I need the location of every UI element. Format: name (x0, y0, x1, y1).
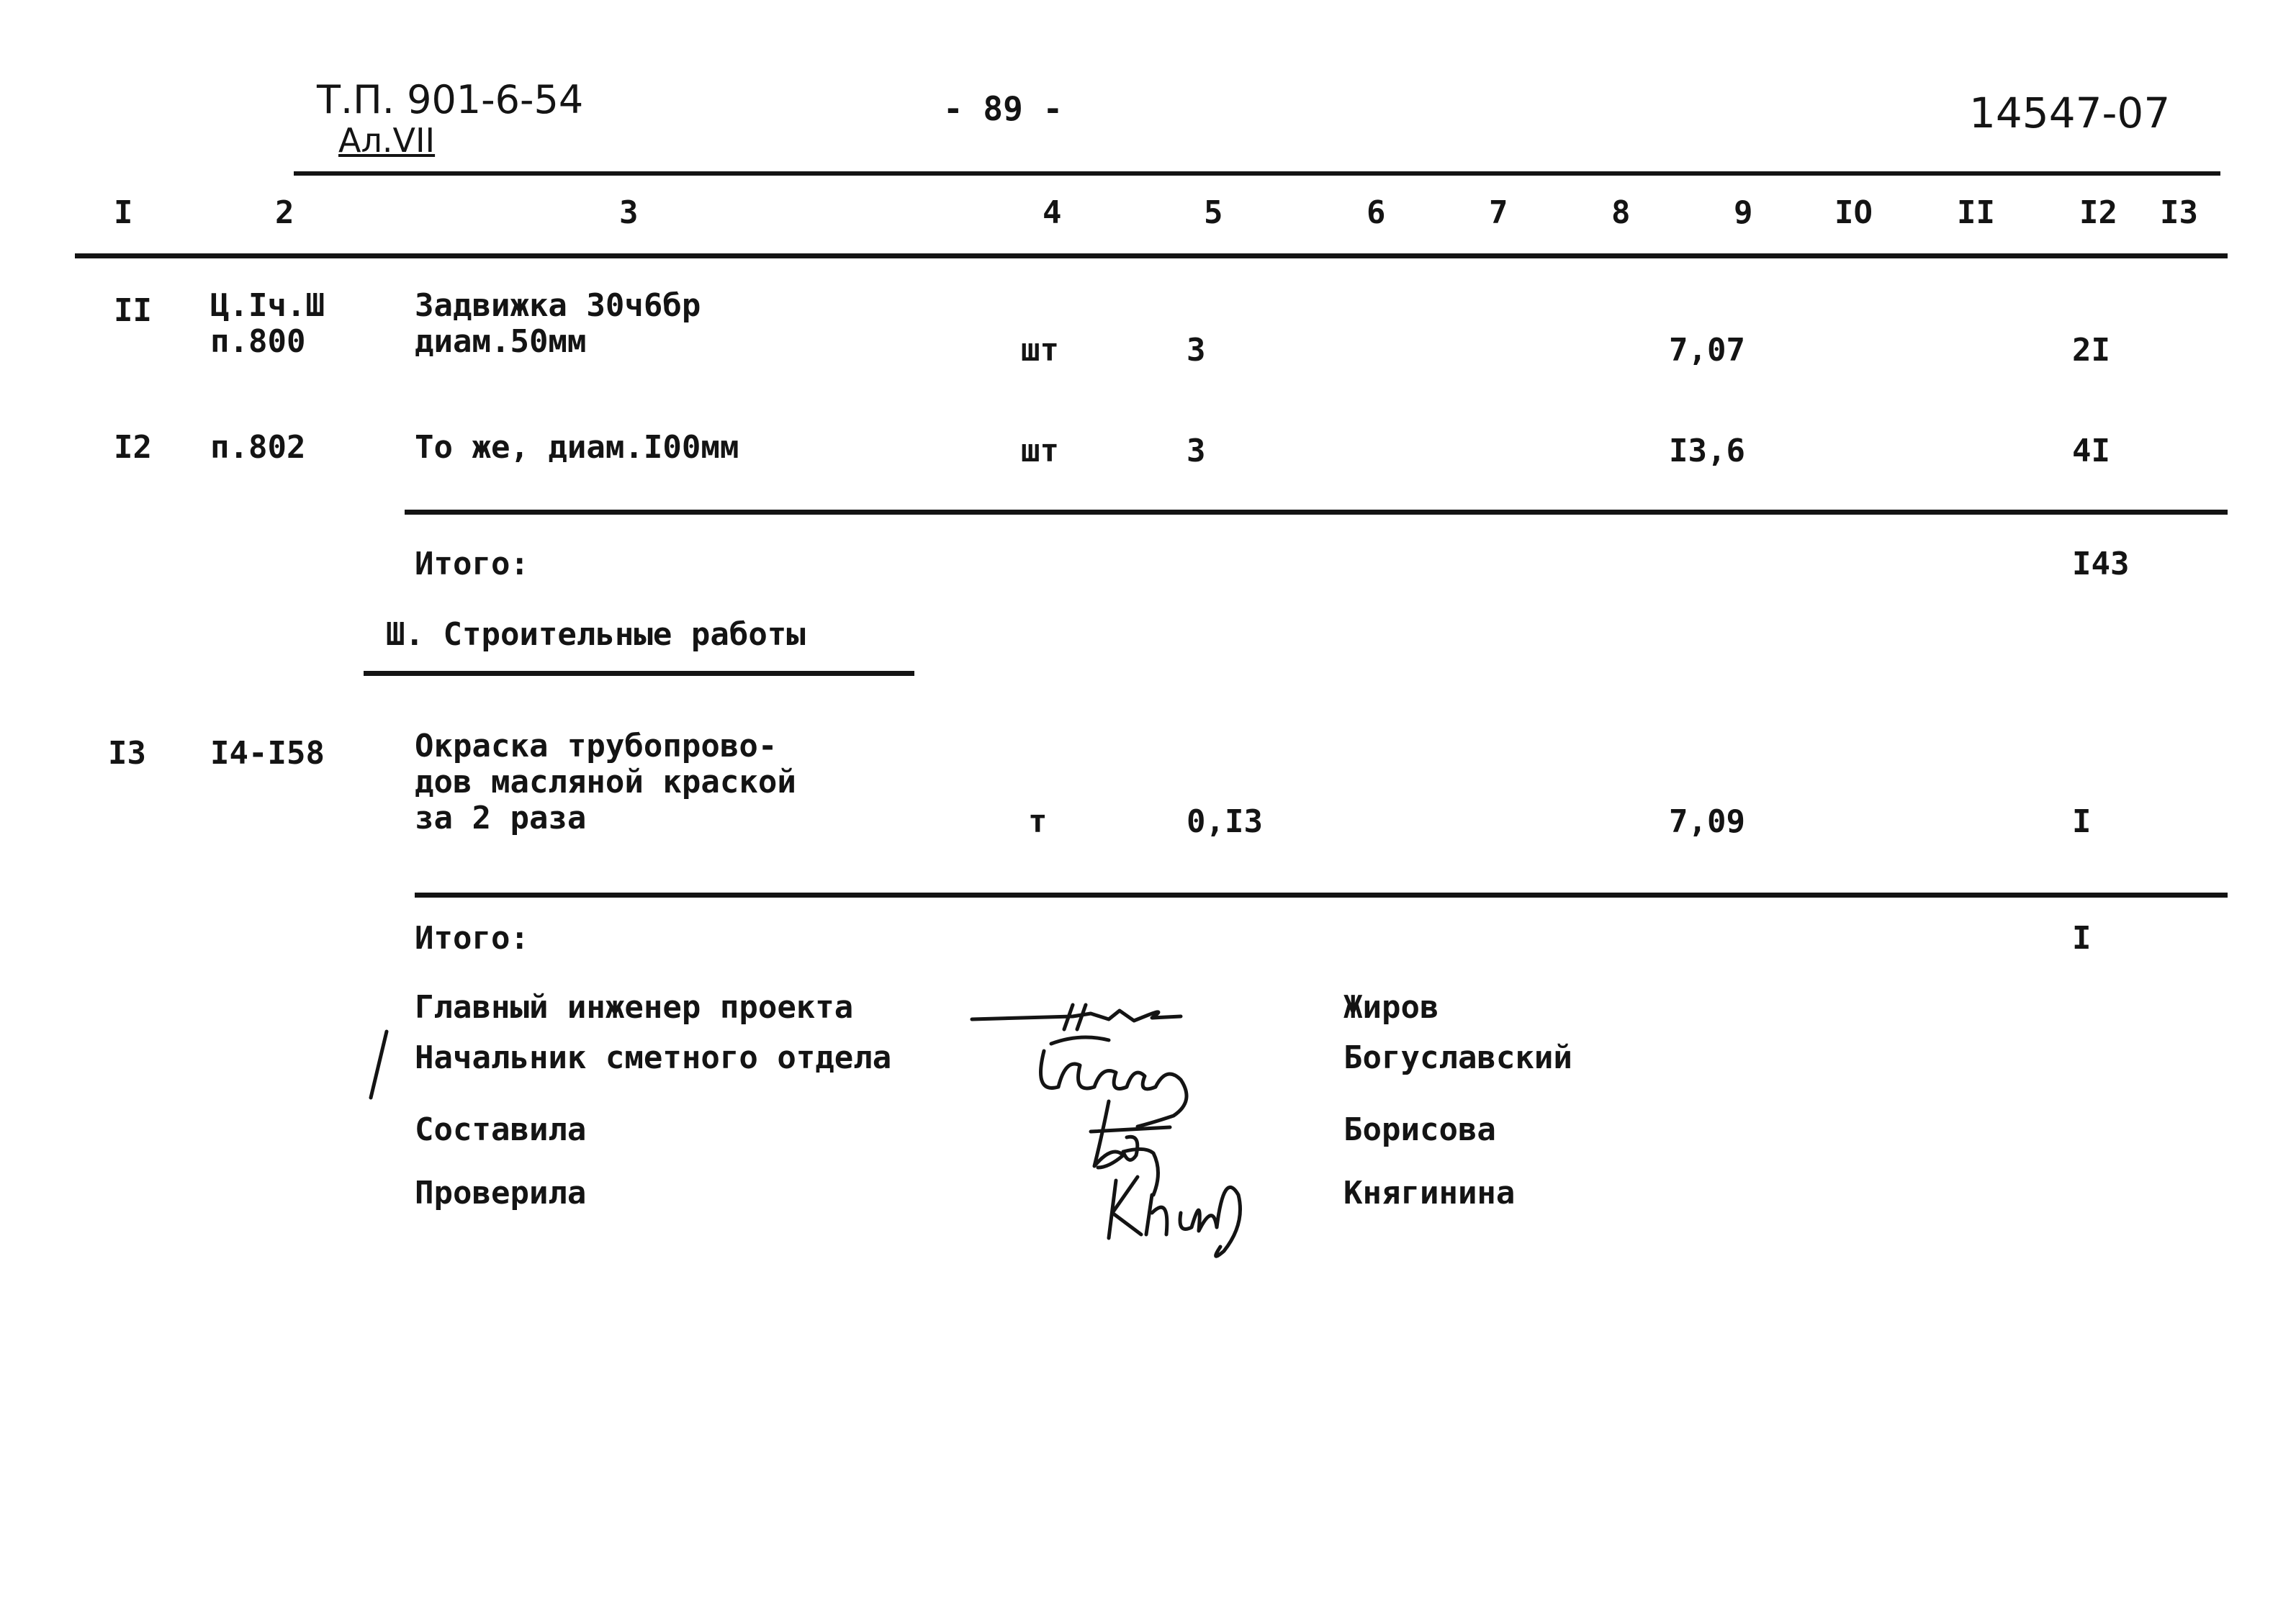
col-header-7: 7 (1489, 194, 1508, 231)
handwritten-signature (965, 979, 1310, 1267)
item-name: То же, диам.I00мм (415, 429, 739, 466)
price-ref-code: Ц.Iч.Ш п.800 (210, 287, 325, 360)
col-header-12: I2 (2079, 194, 2117, 231)
signature-name: Борисова (1343, 1111, 1496, 1148)
signature-name: Жиров (1343, 989, 1439, 1026)
signature-role: Составила (415, 1111, 587, 1148)
col-header-13: I3 (2160, 194, 2198, 231)
col-header-8: 8 (1611, 194, 1631, 231)
col-header-2: 2 (275, 194, 294, 231)
unit-price: 7,07 (1669, 332, 1745, 369)
subtotal-rule (405, 510, 2228, 515)
price-ref-code: I4-I58 (210, 735, 325, 772)
subtotal-value: I (2072, 920, 2092, 957)
signature-name: Богуславский (1343, 1039, 1572, 1076)
subtotal-label: Итого: (415, 920, 529, 957)
section-title-underline (364, 671, 914, 676)
total: I (2072, 803, 2092, 840)
signature-name: Княгинина (1343, 1175, 1516, 1211)
unit-price: I3,6 (1669, 433, 1745, 469)
doc-code-line1: Т.П. 901-6-54 (317, 77, 584, 122)
col-header-11: II (1957, 194, 1995, 231)
doc-code-line2: Ал.VII (338, 121, 436, 160)
page-number: - 89 - (943, 89, 1063, 128)
col-header-4: 4 (1043, 194, 1062, 231)
subtotal-value: I43 (2072, 546, 2130, 582)
quantity: 0,I3 (1187, 803, 1263, 840)
total: 4I (2072, 433, 2110, 469)
header-bottom-rule (75, 253, 2228, 258)
section-title: Ш. Строительные работы (386, 616, 806, 653)
total: 2I (2072, 332, 2110, 369)
quantity: 3 (1187, 332, 1206, 369)
col-header-6: 6 (1367, 194, 1386, 231)
row-number: I2 (114, 429, 152, 466)
header-top-rule (294, 171, 2220, 176)
signature-role: Начальник сметного отдела (415, 1039, 892, 1076)
unit: шт (1021, 332, 1059, 369)
row-number: II (114, 292, 152, 329)
col-header-3: 3 (619, 194, 639, 231)
subtotal-rule (415, 893, 2228, 898)
signature-role: Проверила (415, 1175, 587, 1211)
col-header-1: I (114, 194, 133, 231)
signature-role: Главный инженер проекта (415, 989, 854, 1026)
row-number: I3 (108, 735, 146, 772)
quantity: 3 (1187, 433, 1206, 469)
unit: т (1028, 803, 1048, 840)
price-ref-code: п.802 (210, 429, 306, 466)
unit-price: 7,09 (1669, 803, 1745, 840)
col-header-10: IO (1834, 194, 1873, 231)
unit: шт (1021, 433, 1059, 469)
margin-mark (364, 1026, 392, 1105)
col-header-9: 9 (1734, 194, 1753, 231)
item-name: Задвижка 30ч6бр диам.50мм (415, 287, 701, 360)
col-header-5: 5 (1204, 194, 1223, 231)
subtotal-label: Итого: (415, 546, 529, 582)
item-name: Окраска трубопрово- дов масляной краской за 2 раза (415, 728, 796, 836)
doc-number: 14547-07 (1969, 89, 2171, 137)
